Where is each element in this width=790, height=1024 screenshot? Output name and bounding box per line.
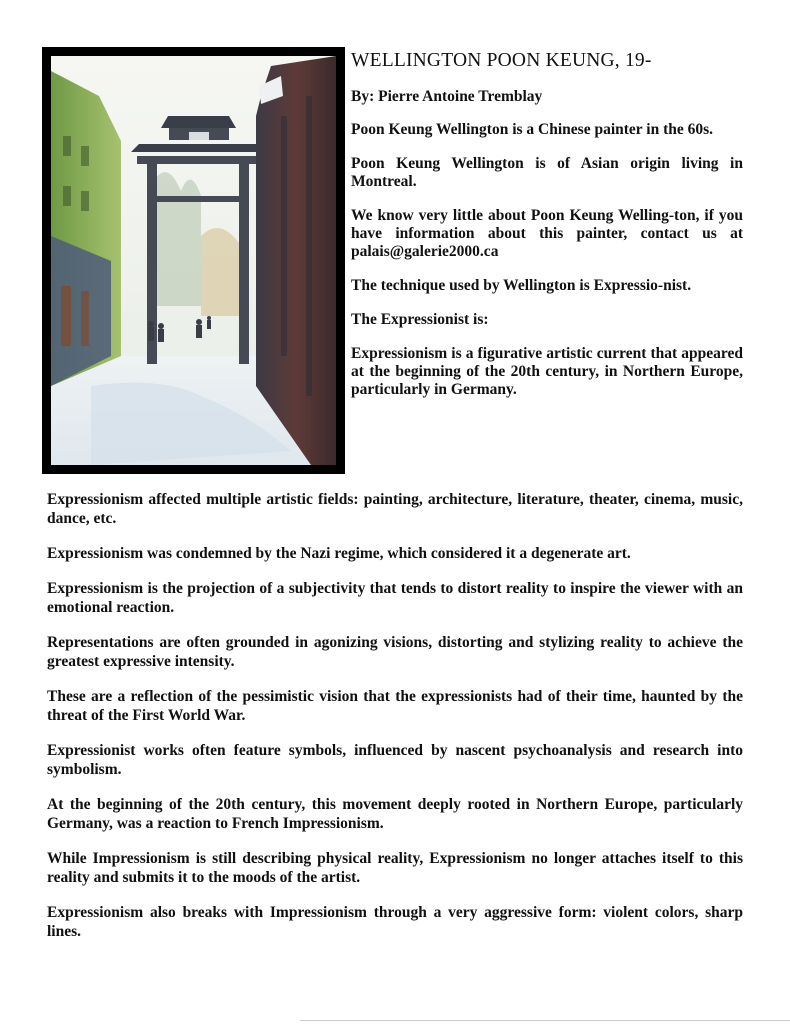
body-paragraph: While Impressionism is still describing physical reality, Expressionism no longer attaches itself to this reality and submits it to the moods of the artist. <box>47 850 743 886</box>
intro-paragraph: The technique used by Wellington is Expressio-nist. <box>351 277 692 294</box>
contact-paragraph: We know very little about Poon Keung Welling-ton, if you have information about this painter, contact us at palais@galerie2000.ca <box>351 207 743 260</box>
body-paragraph: These are a reflection of the pessimistic vision that the expressionists had of their time, haunted by the threat of the First World War. <box>47 688 743 724</box>
painting-image <box>51 56 336 465</box>
intro-paragraph: Expressionism is a figurative artistic current that appeared at the beginning of the 20th century, in Northern Europe, particularly in Germany. <box>351 345 743 398</box>
intro-column <box>351 50 743 415</box>
body-paragraph: Expressionism also breaks with Impressionism through a very aggressive form: violent colors, sharp lines. <box>47 904 743 940</box>
body-column <box>47 490 743 957</box>
page-title: WELLINGTON POON KEUNG, 19- <box>351 50 652 71</box>
body-paragraph: Expressionism affected multiple artistic fields: painting, architecture, literature, theater, cinema, music, dance, etc. <box>47 491 743 527</box>
body-paragraph: Expressionist works often feature symbols, influenced by nascent psychoanalysis and research into symbolism. <box>47 742 743 778</box>
intro-paragraph: Poon Keung Wellington is a Chinese painter in the 60s. <box>351 121 714 138</box>
body-paragraph: Expressionism was condemned by the Nazi regime, which considered it a degenerate art. <box>47 545 631 562</box>
page-edge-line <box>300 1020 790 1021</box>
body-paragraph: Representations are often grounded in agonizing visions, distorting and stylizing reality to achieve the greatest expressive intensity. <box>47 634 743 670</box>
intro-paragraph: Poon Keung Wellington is of Asian origin living in Montreal. <box>351 155 743 190</box>
painting-frame <box>42 47 345 474</box>
body-paragraph: At the beginning of the 20th century, this movement deeply rooted in Northern Europe, particularly Germany, was a reaction to French Impressionism. <box>47 796 743 832</box>
byline: By: Pierre Antoine Tremblay <box>351 88 543 105</box>
intro-paragraph: The Expressionist is: <box>351 311 489 328</box>
body-paragraph: Expressionism is the projection of a subjectivity that tends to distort reality to inspire the viewer with an emotional reaction. <box>47 580 743 616</box>
